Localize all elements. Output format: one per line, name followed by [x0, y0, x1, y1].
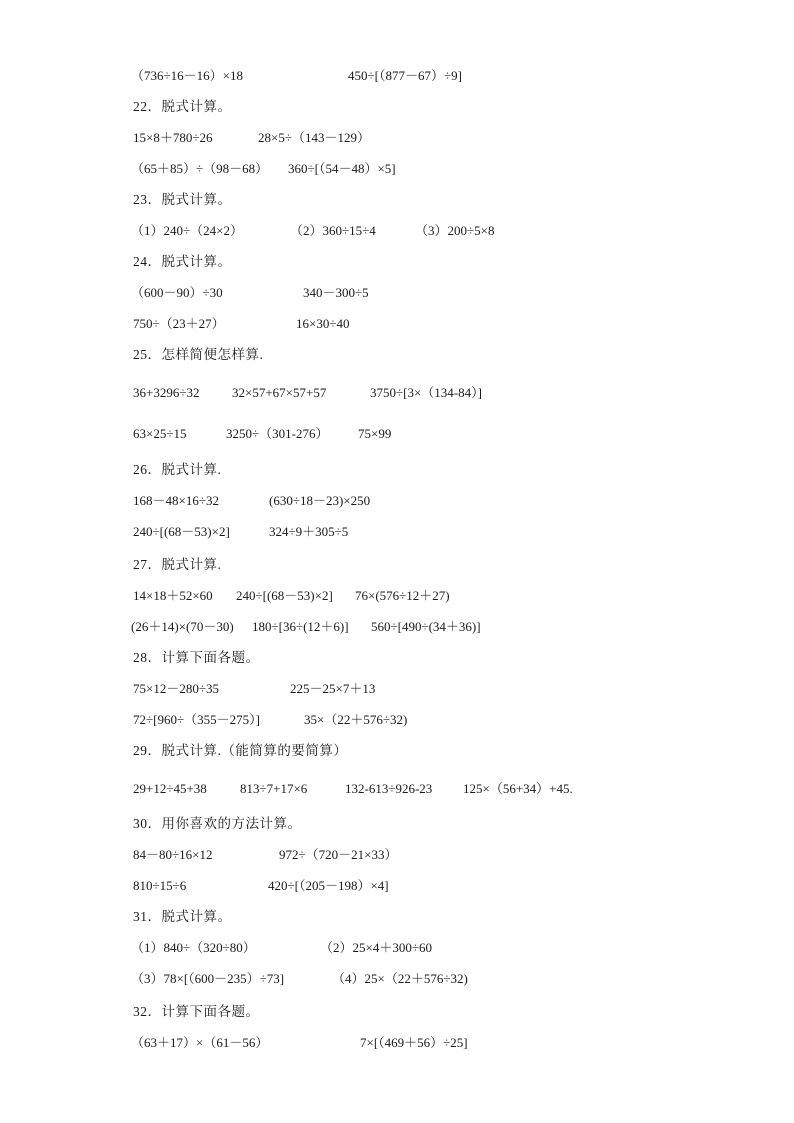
expression-row	[0, 159, 794, 179]
expression-row	[0, 779, 794, 799]
expression: 32×57+67×57+57	[232, 385, 327, 400]
expression-row	[0, 876, 794, 896]
expression: 813÷7+17×6	[240, 781, 308, 796]
expression: (630÷18－23)×250	[269, 493, 371, 508]
expression-row	[0, 1033, 794, 1053]
expression-row	[0, 938, 794, 958]
expression: 28×5÷（143－129）	[258, 130, 370, 145]
expression: 560÷[490÷(34＋36)]	[371, 619, 481, 634]
exercise-heading	[0, 345, 794, 365]
heading-text: 27．脱式计算.	[133, 557, 222, 572]
expression-row	[0, 424, 794, 444]
exercise-heading	[0, 741, 794, 761]
expression-row	[0, 383, 794, 403]
expression: 16×30÷40	[296, 316, 350, 331]
expression: 168－48×16÷32	[133, 493, 219, 508]
expression: （600－90）÷30	[131, 285, 223, 300]
expression-row	[0, 679, 794, 699]
expression: 240÷[(68－53)×2]	[133, 524, 230, 539]
exercise-heading	[0, 97, 794, 117]
exercise-heading	[0, 555, 794, 575]
expression-row	[0, 969, 794, 989]
expression: 360÷[（54－48）×5]	[288, 161, 396, 176]
exercise-heading	[0, 460, 794, 480]
expression: 750÷（23＋27）	[133, 316, 225, 331]
heading-text: 32．计算下面各题。	[133, 1004, 260, 1019]
expression: （736÷16－16）×18	[131, 68, 243, 83]
expression: （3）200÷5×8	[415, 223, 495, 238]
heading-text: 22．脱式计算。	[133, 99, 232, 114]
expression: 72÷[960÷（355－275）]	[133, 712, 260, 727]
exercise-heading	[0, 252, 794, 272]
expression: 75×99	[358, 426, 392, 441]
heading-text: 25．怎样简便怎样算.	[133, 347, 264, 362]
expression-row	[0, 283, 794, 303]
expression-row	[0, 710, 794, 730]
expression-row	[0, 617, 794, 637]
expression: 76×(576÷12＋27)	[355, 588, 450, 603]
expression-row	[0, 128, 794, 148]
expression: （1）240÷（24×2）	[131, 223, 243, 238]
expression: 125×（56+34）+45.	[463, 781, 573, 796]
expression: 15×8＋780÷26	[133, 130, 213, 145]
expression: 7×[（469＋56）÷25]	[360, 1035, 468, 1050]
expression-row	[0, 66, 794, 86]
expression-row	[0, 586, 794, 606]
exercise-heading	[0, 648, 794, 668]
expression: 240÷[(68－53)×2]	[236, 588, 333, 603]
heading-text: 30．用你喜欢的方法计算。	[133, 816, 302, 831]
expression-row	[0, 221, 794, 241]
expression: （3）78×[（600－235）÷73]	[131, 971, 285, 986]
expression: 3750÷[3×（134-84）]	[370, 385, 482, 400]
expression: 225－25×7＋13	[290, 681, 376, 696]
exercise-heading	[0, 907, 794, 927]
expression: （63＋17）×（61－56）	[131, 1035, 269, 1050]
expression: 420÷[（205－198）×4]	[268, 878, 389, 893]
expression: 180÷[36÷(12＋6)]	[252, 619, 349, 634]
expression: 3250÷（301-276）	[226, 426, 329, 441]
exercise-heading	[0, 1002, 794, 1022]
expression: 35×（22＋576÷32)	[304, 712, 408, 727]
expression-row	[0, 522, 794, 542]
expression-row	[0, 314, 794, 334]
expression-row	[0, 845, 794, 865]
expression: 14×18＋52×60	[133, 588, 213, 603]
exercise-heading	[0, 190, 794, 210]
expression: 84－80÷16×12	[133, 847, 213, 862]
heading-text: 26．脱式计算.	[133, 462, 222, 477]
heading-text: 29．脱式计算.（能简算的要简算）	[133, 743, 348, 758]
expression: 29+12÷45+38	[133, 781, 207, 796]
expression: （1）840÷（320÷80）	[131, 940, 256, 955]
heading-text: 24．脱式计算。	[133, 254, 232, 269]
expression: 340－300÷5	[303, 285, 369, 300]
expression: （4）25×（22＋576÷32)	[332, 971, 468, 986]
expression: 75×12－280÷35	[133, 681, 219, 696]
expression: （2）25×4＋300÷60	[320, 940, 432, 955]
expression: 132-613÷926-23	[345, 781, 433, 796]
expression: 324÷9＋305÷5	[269, 524, 349, 539]
heading-text: 31．脱式计算。	[133, 909, 232, 924]
exercise-heading	[0, 814, 794, 834]
expression: （2）360÷15÷4	[290, 223, 376, 238]
expression: 972÷（720－21×33）	[279, 847, 398, 862]
heading-text: 23．脱式计算。	[133, 192, 232, 207]
expression: 810÷15÷6	[133, 878, 187, 893]
expression: 450÷[（877－67）÷9]	[348, 68, 462, 83]
expression-row	[0, 491, 794, 511]
expression: (26＋14)×(70－30)	[131, 619, 234, 634]
expression: 63×25÷15	[133, 426, 187, 441]
heading-text: 28．计算下面各题。	[133, 650, 260, 665]
expression: （65＋85）÷（98－68）	[131, 161, 269, 176]
expression: 36+3296÷32	[133, 385, 200, 400]
